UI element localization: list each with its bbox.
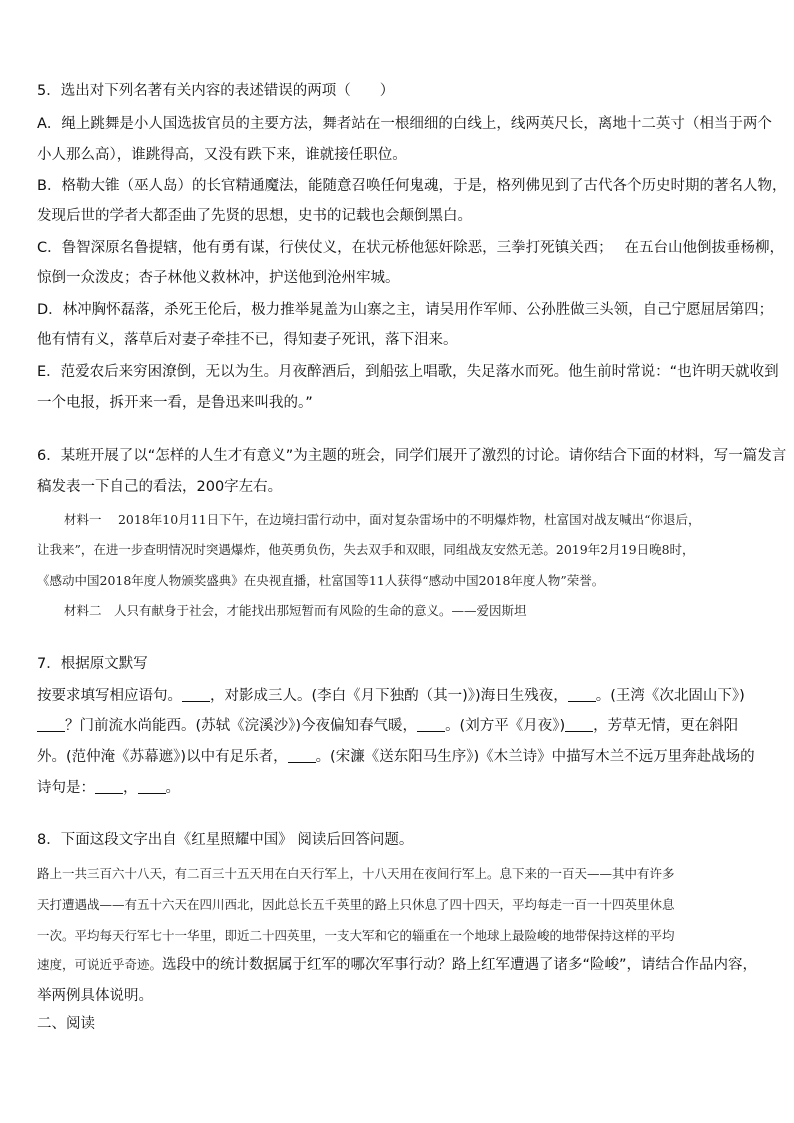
q5-option-b-line2: 发现后世的学者大都歪曲了先贤的思想，史书的记载也会颠倒黑白。 (37, 208, 472, 224)
blank-5[interactable] (565, 717, 593, 732)
q5-option-c-line1: C．鲁智深原名鲁提辖，他有勇有谋，行侠仗义，在状元桥他惩奸除恶，三拳打死镇关西； 在五台山他倒拔垂杨柳， (37, 240, 784, 256)
q6-prompt-line1: 6．某班开展了以“怎样的人生才有意义”为主题的班会，同学们展开了激烈的讨论。请你结合下面的材料，写一篇发言 (37, 448, 787, 464)
q5-option-a-line1: A．绳上跳舞是小人国选拔官员的主要方法，舞者站在一根细细的白线上，线两英尺长，离地十二英寸（相当于两个 (37, 116, 772, 132)
blank-4[interactable] (417, 717, 445, 732)
q8-passage-line1: 路上一共三百六十八天，有二百三十五天用在白天行军上，十八天用在夜间行军上。息下来的一百天——其中有许多 (37, 866, 675, 881)
q8-passage-line3: 一次。平均每天行军七十一华里，即近二十四英里，一支大军和它的辎重在一个地球上最险峻的地带保持这样的平均 (37, 928, 675, 943)
q8-passage-line2: 天打遭遇战——有五十六天在四川西北，因此总长五千英里的路上只休息了四十四天，平均每走一百一十四英里休息 (37, 897, 675, 912)
q7-line3: 外。(范仲淹《苏幕遮》)以中有足乐者， 。(宋濂《送东阳马生序》)《木兰诗》中描写木兰不远万里奔赴战场的 (37, 749, 755, 765)
q6-prompt-line2: 稿发表一下自己的看法，200字左右。 (37, 479, 283, 495)
q5-option-c-line2: 惊倒一众泼皮；杏子林他义救林冲，护送他到沧州牢城。 (37, 270, 400, 286)
q5-option-b-line1: B．格勒大锥（巫人岛）的长官精通魔法，能随意召唤任何鬼魂，于是，格列佛见到了古代各个历史时期的著名人物， (37, 178, 787, 194)
q7-line4: 诗句是： ， 。 (37, 780, 180, 796)
q6-material1-line1: 材料一 2018年10月11日下午，在边境扫雷行动中，面对复杂雷场中的不明爆炸物，杜富国对战友喊出“你退后， (64, 512, 701, 527)
blank-6[interactable] (288, 748, 316, 763)
q7-title: 7．根据原文默写 (37, 656, 148, 672)
blank-8[interactable] (138, 779, 166, 794)
q7-line1: 按要求填写相应语句。 ，对影成三人。(李白《月下独酌（其一)》)海日生残夜， 。(王湾《次北固山下》) (37, 688, 745, 704)
q6-material1-line3: 《感动中国2018年度人物颁奖盛典》在央视直播，杜富国等11人获得“感动中国2018年度人物”荣誉。 (37, 573, 605, 588)
blank-3[interactable] (37, 717, 65, 732)
section-heading: 二、阅读 (37, 1016, 95, 1032)
q5-option-d-line1: D．林冲胸怀磊落，杀死王伦后，极力推举晁盖为山寨之主，请吴用作军师、公孙胜做三头领，自己宁愿屈居第四； (37, 302, 774, 318)
blank-7[interactable] (95, 779, 123, 794)
q5-title: 5．选出对下列名著有关内容的表述错误的两项（ ） (37, 83, 395, 99)
q8-title: 8．下面这段文字出自《红星照耀中国》 阅读后回答问题。 (37, 832, 414, 848)
q6-material2: 材料二 人只有献身于社会，才能找出那短暂而有风险的生命的意义。——爱因斯坦 (64, 603, 527, 618)
q5-option-e-line1: E．范爱农后来穷困潦倒，无以为生。月夜醉酒后，到船弦上唱歌，失足落水而死。他生前时常说：“也许明天就收到 (37, 364, 779, 380)
q5-option-a-line2: 小人那么高），谁跳得高，又没有跌下来，谁就接任职位。 (37, 147, 407, 163)
q8-passage-line4: 速度，可说近乎奇迹。选段中的统计数据属于红军的哪次军事行动？路上红军遭遇了诸多“险峻”，请结合作品内容， (37, 957, 758, 973)
q5-option-d-line2: 他有情有义，落草后对妻子牵挂不已，得知妻子死讯，落下泪来。 (37, 332, 458, 348)
q8-question-line: 举两例具体说明。 (37, 988, 153, 1004)
blank-1[interactable] (182, 687, 210, 702)
q7-line2: ？门前流水尚能西。(苏轼《浣溪沙》)今夜偏知春气暖， 。(刘方平《月夜》) ，芳草无情，更在斜阳 (37, 716, 738, 736)
blank-2[interactable] (568, 687, 596, 702)
q6-material1-line2: 让我来”，在进一步查明情况时突遇爆炸，他英勇负伤，失去双手和双眼，同组战友安然无恙。2019年2月19日晚8时， (37, 542, 695, 557)
q5-option-e-line2: 一个电报，拆开来一看，是鲁迅来叫我的。” (37, 395, 313, 411)
